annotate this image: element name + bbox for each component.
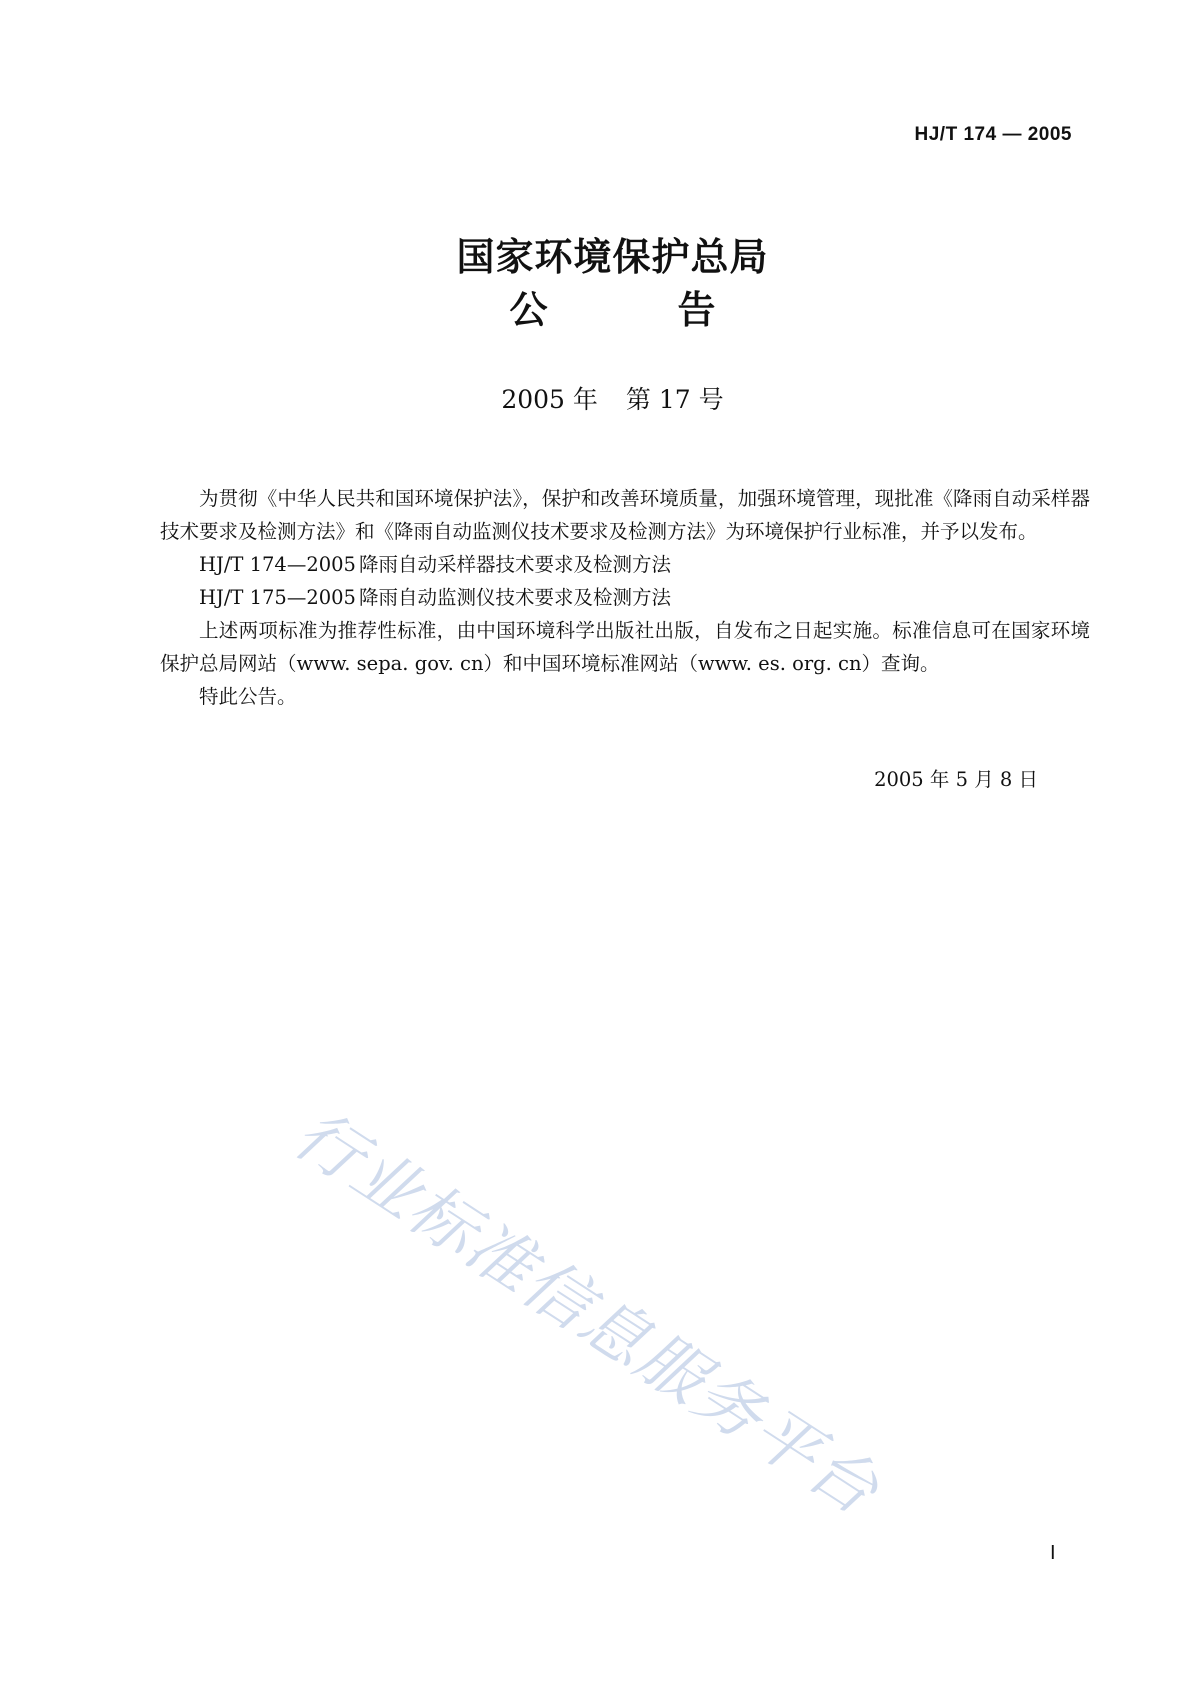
standard-code: HJ/T 174—2005 bbox=[199, 553, 356, 576]
issue-number: 第 17 号 bbox=[625, 385, 724, 414]
notice-body bbox=[160, 482, 1090, 713]
notice-title: 公告 bbox=[509, 288, 846, 332]
standard-code: HJ/T 175—2005 bbox=[199, 586, 356, 609]
signature-date: 2005 年 5 月 8 日 bbox=[874, 768, 1038, 791]
intro-paragraph: 为贯彻《中华人民共和国环境保护法》，保护和改善环境质量，加强环境管理，现批准《降雨自动采样器技术要求及检测方法》和《降雨自动监测仪技术要求及检测方法》为环境保护行业标准，并予以发布。 bbox=[160, 487, 1090, 543]
standard-item bbox=[160, 581, 1090, 614]
closing-paragraph: 特此公告。 bbox=[199, 685, 297, 708]
issue-number-line bbox=[0, 380, 1190, 416]
standard-item bbox=[160, 548, 1090, 581]
standard-name: 降雨自动采样器技术要求及检测方法 bbox=[359, 553, 672, 576]
publishing-paragraph: 上述两项标准为推荐性标准，由中国环境科学出版社出版，自发布之日起实施。标准信息可在国家环境保护总局网站（www. sepa. gov. cn）和中国环境标准网站（www. es. org. cn）查询。 bbox=[160, 619, 1090, 675]
watermark: 行业标准信息服务平台 bbox=[280, 1095, 893, 1531]
document-code: HJ/T 174 — 2005 bbox=[914, 124, 1072, 145]
title-block bbox=[0, 232, 1190, 338]
issue-year: 2005 年 bbox=[501, 385, 598, 414]
agency-title: 国家环境保护总局 bbox=[456, 235, 769, 279]
standard-name: 降雨自动监测仪技术要求及检测方法 bbox=[359, 586, 672, 609]
page-number: I bbox=[1050, 1542, 1056, 1564]
